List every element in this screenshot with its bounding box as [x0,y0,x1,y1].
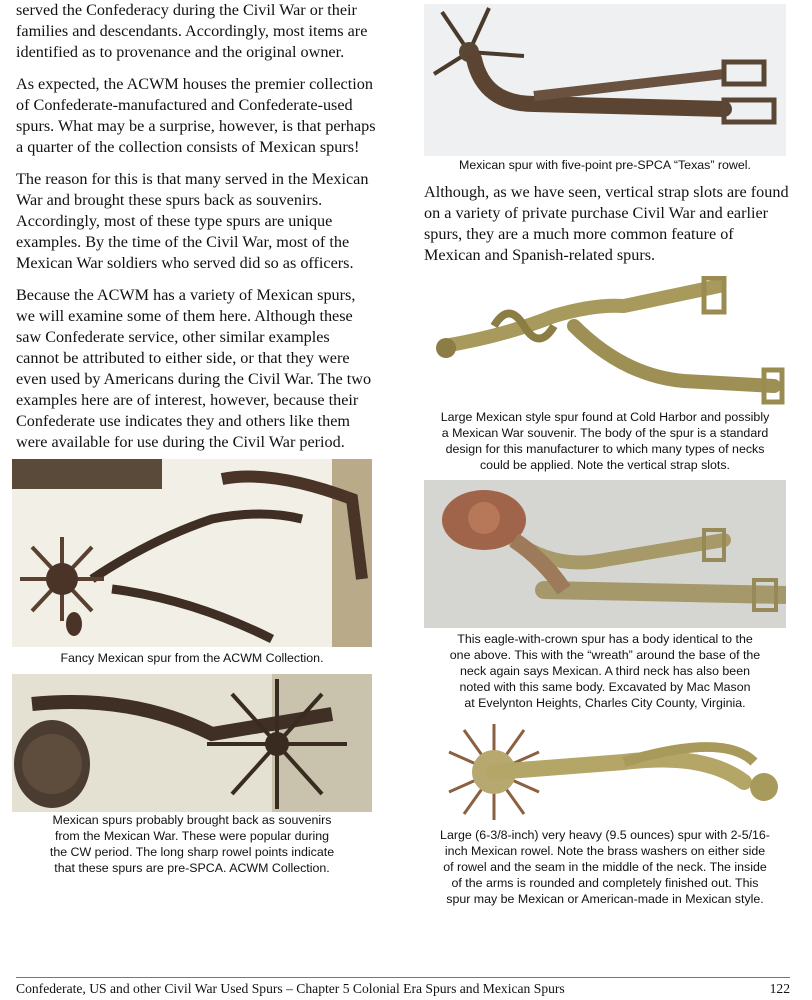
photo-eagle-crown-spur [424,480,786,628]
page-footer [16,980,790,998]
right-text-column [424,182,790,277]
paragraph-premier-collection: As expected, the ACWM houses the premier collection of Confederate-manufactured and Confederate-used spurs. What may be a surprise, however, is that perhaps a quarter of the collection consists of Mexican spurs! [16,75,376,156]
caption-cold-harbor: Large Mexican style spur found at Cold Harbor and possibly a Mexican War souvenir. The body of the spur is a standard design for this manufacturer to which many types of necks could be applied. Note the vertical strap slots. [440,410,770,472]
fancy-mexican-spur-image [12,459,372,647]
left-text-column [16,0,376,464]
caption-heavy-spur: Large (6-3/8-inch) very heavy (9.5 ounces) spur with 2-5/16- inch Mexican rowel. Note the brass washers on either side of rowel and the seam in the middle of the neck. The inside of the arms is rounded and completely finished out. This spur may be Mexican or American-made in Mexican style. [440,828,770,906]
photo-souvenir-spurs [12,674,372,812]
cold-harbor-spur-image [424,276,786,406]
caption-eagle-crown: This eagle-with-crown spur has a body identical to the one above. This with the “wreath” around the base of the neck again says Mexican. A third neck has also been noted with this same body. Excavated by Mac Mason at Evelynton Heights, Charles City County, Virginia. [449,632,761,710]
page-number: 122 [769,981,790,996]
footer-divider [16,977,790,978]
paragraph-variety: Because the ACWM has a variety of Mexican spurs, we will examine some of them here. Although these saw Confederate service, other similar examples cannot be attributed to either side, or that they were even used by Americans during the Civil War. The two examples here are of interest, however, because their Confederate use indicates they and others like them were available for use during the Civil War period. [16,286,372,451]
caption-souvenirs: Mexican spurs probably brought back as souvenirs from the Mexican War. These were popular during the CW period. The long sharp rowel points indicate that these spurs are pre-SPCA. ACWM Collection. [49,813,335,875]
paragraph-provenance: served the Confederacy during the Civil War or their families and descendants. Accordingly, most items are identified as to provenance and the original owner. [16,1,368,61]
footer-title: Confederate, US and other Civil War Used Spurs – Chapter 5 Colonial Era Spurs and Mexican Spurs [16,981,565,996]
heavy-spur-image [424,722,786,822]
texas-rowel-spur-image [424,4,786,156]
caption-fancy: Fancy Mexican spur from the ACWM Collection. [60,651,324,665]
photo-heavy-spur [424,722,786,822]
photo-texas-rowel-spur [424,4,786,156]
photo-cold-harbor-spur [424,276,786,406]
paragraph-souvenirs: The reason for this is that many served in the Mexican War and brought these spurs back as souvenirs. Accordingly, most of these type spurs are unique examples. By the time of the Civil War, most of the Mexican War soldiers who served did so as officers. [16,170,369,272]
souvenir-spurs-image [12,674,372,812]
eagle-crown-spur-image [424,480,786,628]
photo-fancy-mexican-spur [12,459,372,647]
caption-texas-rowel: Mexican spur with five-point pre-SPCA “Texas” rowel. [459,158,751,172]
paragraph-strap-slots: Although, as we have seen, vertical strap slots are found on a variety of private purchase Civil War and earlier spurs, they are a much more common feature of Mexican and Spanish-related spurs. [424,183,789,264]
